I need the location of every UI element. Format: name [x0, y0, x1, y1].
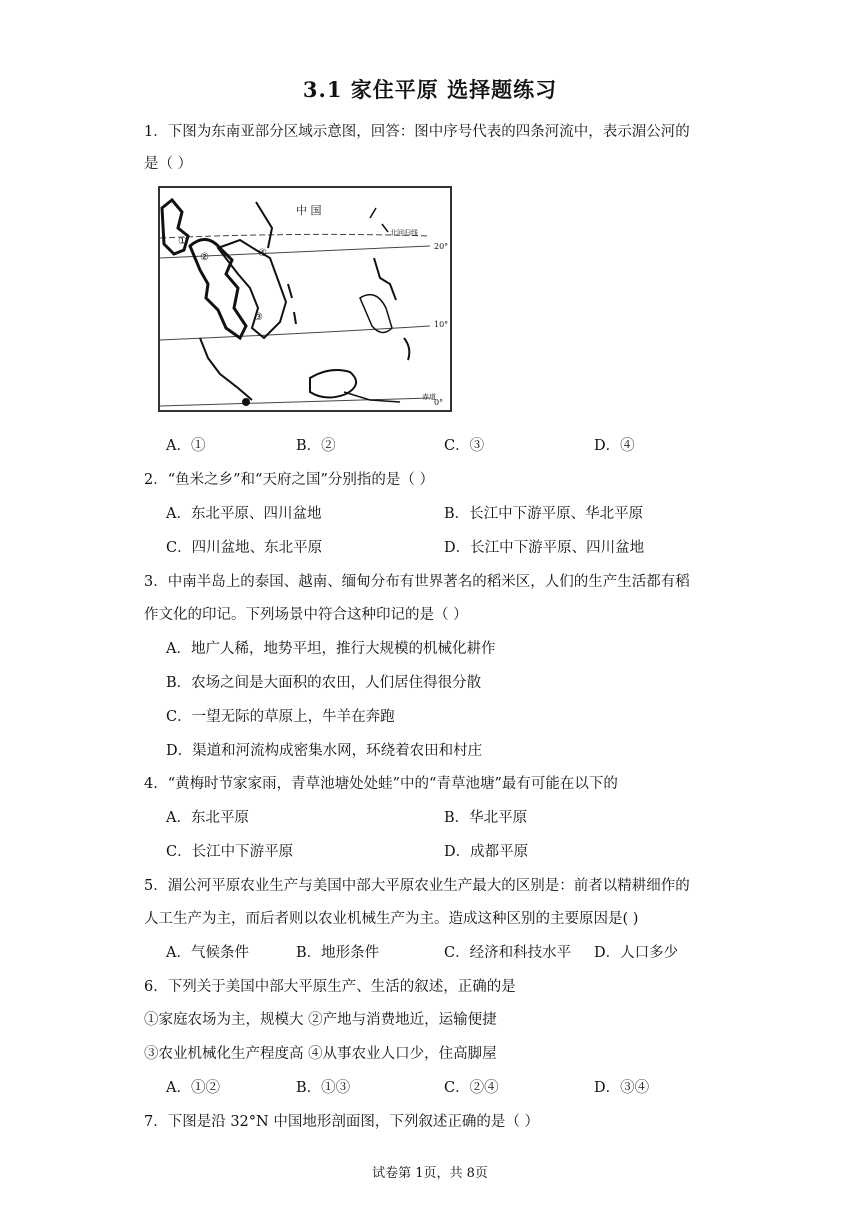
map-label-china: 中 国: [296, 204, 322, 217]
river-marker-1: ①: [178, 236, 187, 247]
river-marker-4: ④: [258, 248, 267, 259]
q2-option-a[interactable]: A．东北平原、四川盆地: [166, 506, 322, 522]
q4-option-a[interactable]: A．东北平原: [166, 810, 249, 826]
q5-option-c[interactable]: C．经济和科技水平: [444, 945, 572, 961]
q2-option-d[interactable]: D．长江中下游平原、四川盆地: [444, 540, 645, 556]
q5-option-a[interactable]: A．气候条件: [166, 945, 249, 961]
q6-option-a[interactable]: A．①②: [166, 1080, 220, 1096]
river-marker-2: ②: [200, 252, 209, 263]
map-figure: [160, 188, 450, 410]
q2-option-b[interactable]: B．长江中下游平原、华北平原: [444, 506, 644, 522]
q4-option-d[interactable]: D．成都平原: [444, 844, 529, 860]
map-lat-20: 20°: [434, 242, 449, 251]
question-3-text: 3．中南半岛上的泰国、越南、缅甸分布有世界著名的稻米区，人们的生产生活都有稻: [144, 574, 690, 590]
question-7-text: 7．下图是沿 32°N 中国地形剖面图，下列叙述正确的是（ ）: [144, 1114, 539, 1130]
question-6-text: 6．下列关于美国中部大平原生产、生活的叙述，正确的是: [144, 979, 516, 995]
q4-option-c[interactable]: C．长江中下游平原: [166, 844, 294, 860]
question-3-text-cont: 作文化的印记。下列场景中符合这种印记的是（ ）: [144, 607, 468, 623]
q3-option-d[interactable]: D．渠道和河流构成密集水网，环绕着农田和村庄: [166, 743, 483, 759]
q5-option-b[interactable]: B．地形条件: [296, 945, 380, 961]
q6-option-b[interactable]: B．①③: [296, 1080, 351, 1096]
page-title: 3.1 家住平原 选择题练习: [302, 77, 558, 102]
map-lat-10: 10°: [434, 320, 449, 329]
question-1-text-cont: 是（ ）: [144, 156, 193, 172]
q3-option-c[interactable]: C．一望无际的草原上，牛羊在奔跑: [166, 709, 395, 725]
q5-option-d[interactable]: D．人口多少: [594, 945, 679, 961]
q6-option-d[interactable]: D．③④: [594, 1080, 650, 1096]
q3-option-b[interactable]: B．农场之间是大面积的农田，人们居住得很分散: [166, 675, 482, 691]
q2-option-c[interactable]: C．四川盆地、东北平原: [166, 540, 323, 556]
map-label-tropic: 北回归线: [390, 229, 418, 237]
question-2-text: 2．“鱼米之乡”和“天府之国”分别指的是（ ）: [144, 472, 434, 488]
q1-option-b[interactable]: B．②: [296, 438, 336, 454]
q6-option-c[interactable]: C．②④: [444, 1080, 499, 1096]
q3-option-a[interactable]: A．地广人稀，地势平坦，推行大规模的机械化耕作: [166, 641, 496, 657]
southeast-asia-map: [158, 186, 452, 412]
map-label-equator: 赤道: [422, 393, 436, 401]
question-6-statements-1: ①家庭农场为主，规模大 ②产地与消费地近，运输便捷: [144, 1012, 497, 1028]
q1-option-c[interactable]: C．③: [444, 438, 485, 454]
page-footer: 试卷第 1页，共 8页: [372, 1166, 488, 1181]
question-5-text: 5．湄公河平原农业生产与美国中部大平原农业生产最大的区别是：前者以精耕细作的: [144, 878, 690, 894]
map-lat-0: 0°: [434, 398, 444, 407]
question-1-text: 1．下图为东南亚部分区域示意图，回答：图中序号代表的四条河流中，表示湄公河的: [144, 124, 690, 140]
q1-option-a[interactable]: A．①: [166, 438, 206, 454]
q4-option-b[interactable]: B．华北平原: [444, 810, 528, 826]
q1-option-d[interactable]: D．④: [594, 438, 635, 454]
river-marker-3: ③: [254, 312, 263, 323]
question-5-text-cont: 人工生产为主，而后者则以农业机械生产为主。造成这种区别的主要原因是( ): [144, 911, 639, 927]
question-6-statements-2: ③农业机械化生产程度高 ④从事农业人口少，住高脚屋: [144, 1046, 497, 1062]
question-4-text: 4．“黄梅时节家家雨，青草池塘处处蛙”中的“青草池塘”最有可能在以下的: [144, 776, 618, 792]
